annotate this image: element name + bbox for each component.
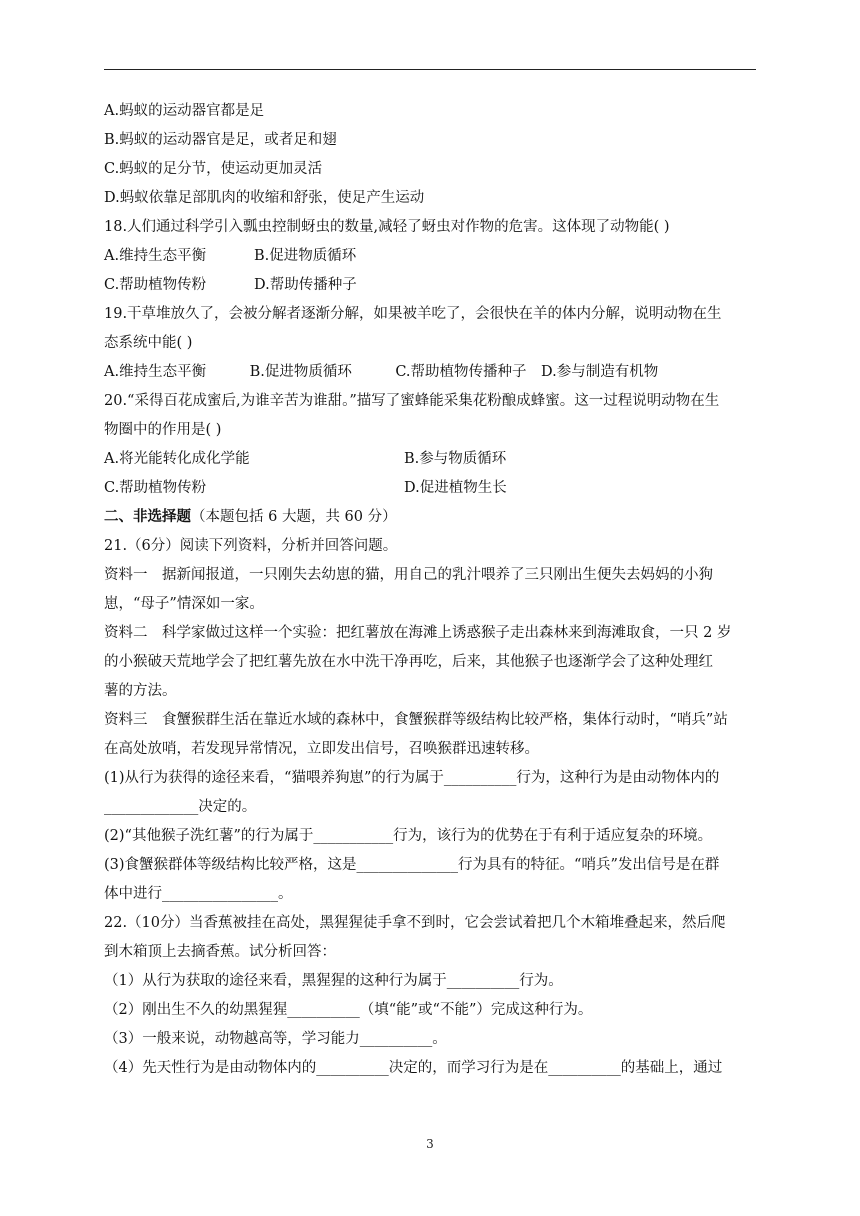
material-1: 资料一 据新闻报道，一只刚失去幼崽的猫，用自己的乳汁喂养了三只刚出生便失去妈妈的小狗	[104, 567, 713, 583]
question-19: 19.干草堆放久了，会被分解者逐渐分解，如果被羊吃了，会很快在羊的体内分解，说明动物在生	[104, 306, 722, 322]
option-a: A.将光能转化成化学能	[104, 451, 250, 467]
text-line: 在高处放哨，若发现异常情况，立即发出信号，召唤猴群迅速转移。	[104, 741, 539, 757]
text-line: C.蚂蚁的足分节，使运动更加灵活	[104, 161, 323, 177]
text-line: 的小猴破天荒地学会了把红薯先放在水中洗干净再吃，后来，其他猴子也逐渐学会了这种处理红	[104, 654, 713, 670]
sub-question-2: (2)“其他猴子洗红薯”的行为属于___________行为，该行为的优势在于有利于适应复杂的环境。	[104, 828, 713, 844]
text-line: 体中进行________________。	[104, 886, 293, 902]
sub-question-4: （4）先天性行为是由动物体内的__________决定的，而学习行为是在__________的基础上，通过	[104, 1060, 723, 1076]
material-3: 资料三 食蟹猴群生活在靠近水域的森林中，食蟹猴群等级结构比较严格，集体行动时，“哨兵”站	[104, 712, 728, 728]
option-b: B.促进物质循环	[254, 248, 357, 264]
option-row	[104, 246, 756, 266]
option-row	[104, 275, 756, 295]
text-line: A.蚂蚁的运动器官都是足	[104, 103, 265, 119]
header-rule	[104, 69, 756, 70]
question-22: 22.（10分）当香蕉被挂在高处，黑猩猩徒手拿不到时，它会尝试着把几个木箱堆叠起来，然后爬	[104, 915, 726, 931]
section-note: （本题包括 6 大题，共 60 分）	[191, 509, 397, 525]
option-c: C.帮助植物传粉	[104, 480, 207, 496]
text-line: D.蚂蚁依靠足部肌肉的收缩和舒张，使足产生运动	[104, 190, 425, 206]
option-d: D.帮助传播种子	[254, 277, 357, 293]
option-b: B.参与物质循环	[404, 451, 507, 467]
page-number: 3	[426, 1137, 434, 1151]
option-row: A.维持生态平衡 B.促进物质循环 C.帮助植物传播种子 D.参与制造有机物	[104, 364, 659, 380]
text-line: B.蚂蚁的运动器官是足，或者足和翅	[104, 132, 337, 148]
sub-question-2: （2）刚出生不久的幼黑猩猩__________（填“能”或“不能”）完成这种行为。	[104, 1002, 593, 1018]
option-d: D.促进植物生长	[404, 480, 507, 496]
section-heading	[104, 507, 397, 527]
question-20: 20.“采得百花成蜜后,为谁辛苦为谁甜。”描写了蜜蜂能采集花粉酿成蜂蜜。这一过程说明动物在生	[104, 393, 720, 409]
text-line: 态系统中能( )	[104, 335, 193, 351]
question-21: 21.（6分）阅读下列资料，分析并回答问题。	[104, 538, 398, 554]
option-c: C.帮助植物传粉	[104, 277, 207, 293]
option-a: A.维持生态平衡	[104, 248, 207, 264]
question-18: 18.人们通过科学引入瓢虫控制蚜虫的数量,减轻了蚜虫对作物的危害。这体现了动物能( )	[104, 219, 670, 235]
option-row	[104, 449, 756, 469]
option-row	[104, 478, 756, 498]
sub-question-3: (3)食蟹猴群体等级结构比较严格，这是______________行为具有的特征。“哨兵”发出信号是在群	[104, 857, 720, 873]
sub-question-3: （3）一般来说，动物越高等，学习能力__________。	[104, 1031, 447, 1047]
text-line: 物圈中的作用是( )	[104, 422, 222, 438]
sub-question-1: （1）从行为获取的途径来看，黑猩猩的这种行为属于__________行为。	[104, 973, 563, 989]
text-line: 崽，“母子”情深如一家。	[104, 596, 264, 612]
sub-question-1: (1)从行为获得的途径来看，“猫喂养狗崽”的行为属于__________行为，这种行为是由动物体内的	[104, 770, 720, 786]
material-2: 资料二 科学家做过这样一个实验：把红薯放在海滩上诱惑猴子走出森林来到海滩取食，一只 2 岁	[104, 625, 732, 641]
text-line: 薯的方法。	[104, 683, 177, 699]
section-title: 二、非选择题	[104, 508, 191, 525]
text-line: 到木箱顶上去摘香蕉。试分析回答：	[104, 944, 336, 960]
text-line: _____________决定的。	[104, 799, 257, 815]
